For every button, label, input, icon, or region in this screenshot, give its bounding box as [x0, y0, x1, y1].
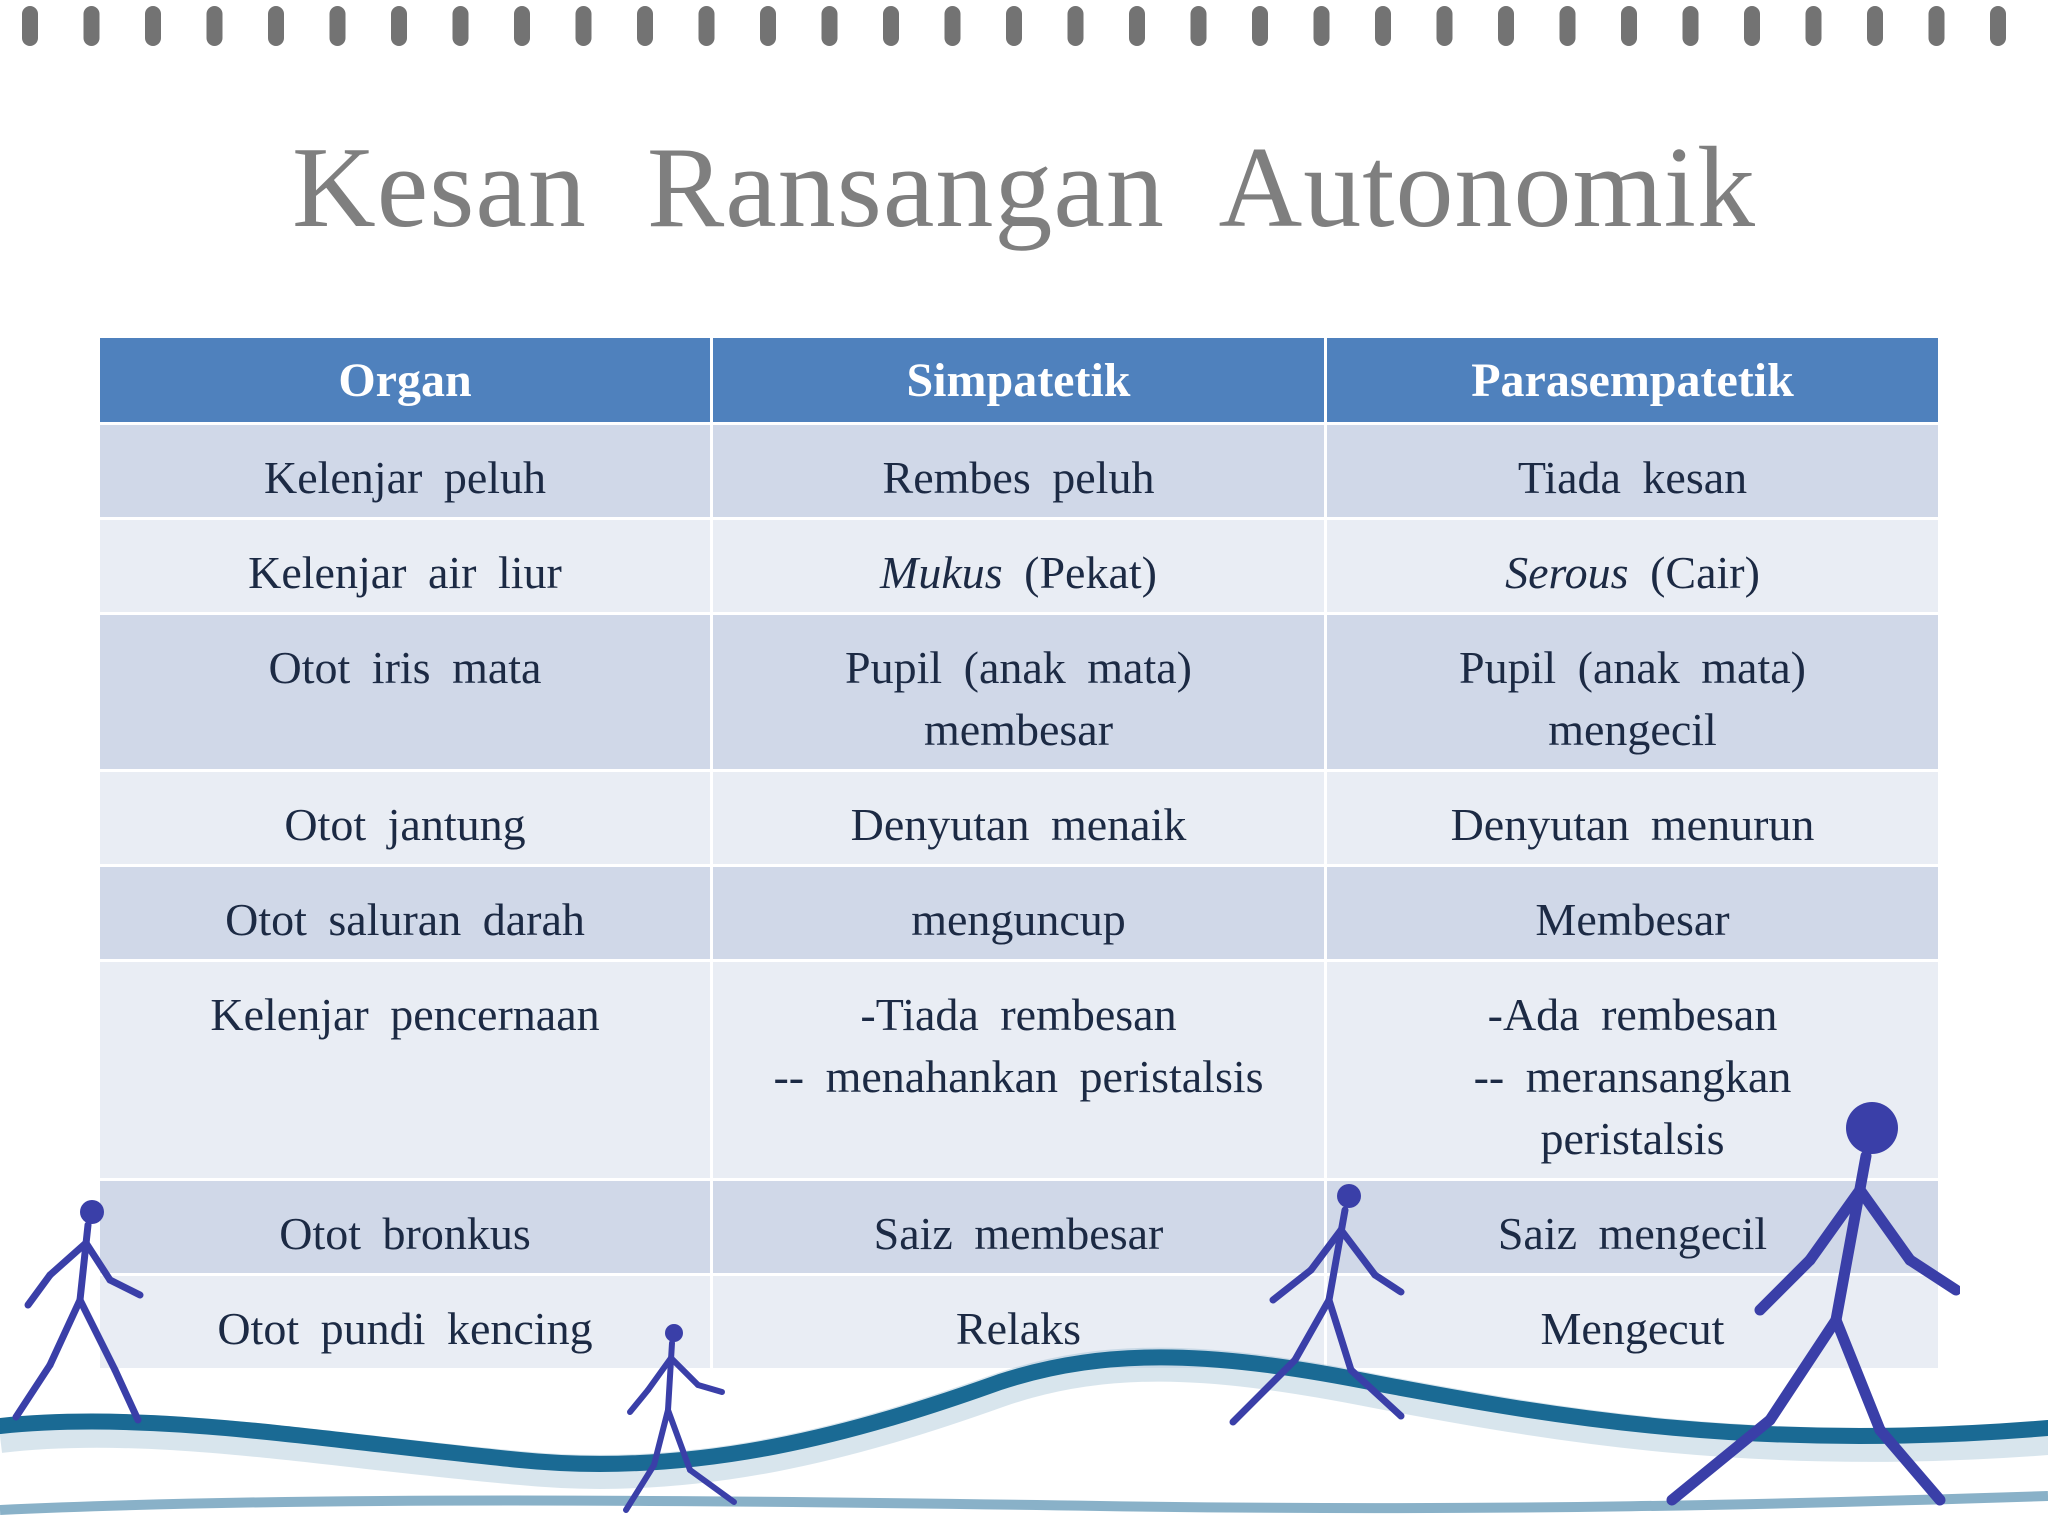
spiral-ring — [945, 6, 961, 46]
cell-organ: Otot iris mata — [99, 614, 712, 771]
page-title: Kesan Ransangan Autonomik — [292, 124, 1756, 252]
cell-organ: Kelenjar air liur — [99, 519, 712, 614]
spiral-ring — [1375, 6, 1391, 46]
spiral-ring — [207, 6, 223, 46]
header-simpatetik: Simpatetik — [712, 337, 1326, 424]
spiral-ring — [1806, 6, 1822, 46]
skeleton-figure-icon — [618, 1320, 748, 1520]
cell-simpatetik — [712, 961, 1326, 1180]
cell-line: mengecil — [1548, 704, 1717, 755]
cell-line: Membesar — [1535, 894, 1730, 945]
skeleton-figure-icon — [1660, 1090, 1960, 1536]
cell-organ: Otot jantung — [99, 771, 712, 866]
cell-line: Tiada kesan — [1517, 452, 1748, 503]
spiral-ring — [1068, 6, 1084, 46]
spiral-ring — [1252, 6, 1268, 46]
cell-parasempatetik — [1326, 866, 1940, 961]
spiral-ring — [699, 6, 715, 46]
cell-line: Denyutan menurun — [1450, 799, 1815, 850]
cell-simpatetik — [712, 424, 1326, 519]
cell-simpatetik — [712, 771, 1326, 866]
spiral-ring — [1560, 6, 1576, 46]
header-parasempatetik: Parasempatetik — [1326, 337, 1940, 424]
cell-line: -Tiada rembesan — [860, 989, 1177, 1040]
cell-line: menguncup — [911, 894, 1126, 945]
spiral-binding-icon — [0, 0, 2048, 60]
cell-organ: Otot bronkus — [99, 1180, 712, 1275]
cell-parasempatetik — [1326, 519, 1940, 614]
spiral-ring — [453, 6, 469, 46]
cell-line: Denyutan menaik — [850, 799, 1187, 850]
table-row — [99, 614, 1940, 771]
cell-organ: Kelenjar peluh — [99, 424, 712, 519]
cell-line: Pupil (anak mata) — [1458, 642, 1806, 693]
italic-term: Serous — [1505, 547, 1629, 598]
cell-line: Saiz membesar — [873, 1208, 1164, 1259]
cell-line: Pupil (anak mata) — [844, 642, 1192, 693]
spiral-ring — [1744, 6, 1760, 46]
table-header-row — [99, 337, 1940, 424]
spiral-ring — [391, 6, 407, 46]
skeleton-figure-icon — [1225, 1180, 1410, 1440]
cell-organ: Kelenjar pencernaan — [99, 961, 712, 1180]
cell-line: -Ada rembesan — [1487, 989, 1778, 1040]
spiral-ring — [822, 6, 838, 46]
cell-line: Mengecut — [1540, 1303, 1725, 1354]
spiral-ring — [1191, 6, 1207, 46]
spiral-ring — [1437, 6, 1453, 46]
cell-parasempatetik — [1326, 424, 1940, 519]
spiral-ring — [1683, 6, 1699, 46]
cell-text: (Cair) — [1628, 547, 1760, 598]
cell-line: Relaks — [955, 1303, 1082, 1354]
cell-simpatetik — [712, 866, 1326, 961]
italic-term: Mukus — [880, 547, 1003, 598]
table-row — [99, 519, 1940, 614]
spiral-ring — [760, 6, 776, 46]
table-row — [99, 866, 1940, 961]
spiral-ring — [1314, 6, 1330, 46]
header-organ: Organ — [99, 337, 712, 424]
cell-line: peristalsis — [1540, 1113, 1725, 1164]
spiral-ring — [1990, 6, 2006, 46]
spiral-ring — [883, 6, 899, 46]
cell-line: membesar — [923, 704, 1114, 755]
cell-text: (Pekat) — [1002, 547, 1157, 598]
spiral-ring — [145, 6, 161, 46]
spiral-ring — [1621, 6, 1637, 46]
cell-simpatetik — [712, 614, 1326, 771]
spiral-ring — [576, 6, 592, 46]
table-row — [99, 771, 1940, 866]
spiral-ring — [1498, 6, 1514, 46]
cell-parasempatetik — [1326, 614, 1940, 771]
spiral-ring — [514, 6, 530, 46]
cell-parasempatetik — [1326, 771, 1940, 866]
cell-line: Saiz mengecil — [1497, 1208, 1768, 1259]
spiral-ring — [1129, 6, 1145, 46]
spiral-ring — [22, 6, 38, 46]
spiral-ring — [1867, 6, 1883, 46]
cell-line: -- meransangkan — [1473, 1051, 1792, 1102]
skeleton-figure-icon — [10, 1195, 150, 1440]
cell-line: -- menahankan peristalsis — [773, 1051, 1264, 1102]
spiral-ring — [84, 6, 100, 46]
cell-organ: Otot saluran darah — [99, 866, 712, 961]
cell-line: Rembes peluh — [882, 452, 1155, 503]
table-row — [99, 424, 1940, 519]
spiral-ring — [637, 6, 653, 46]
spiral-ring — [330, 6, 346, 46]
spiral-ring — [1929, 6, 1945, 46]
spiral-ring — [268, 6, 284, 46]
cell-organ: Otot pundi kencing — [99, 1275, 712, 1370]
spiral-ring — [1006, 6, 1022, 46]
cell-simpatetik — [712, 519, 1326, 614]
